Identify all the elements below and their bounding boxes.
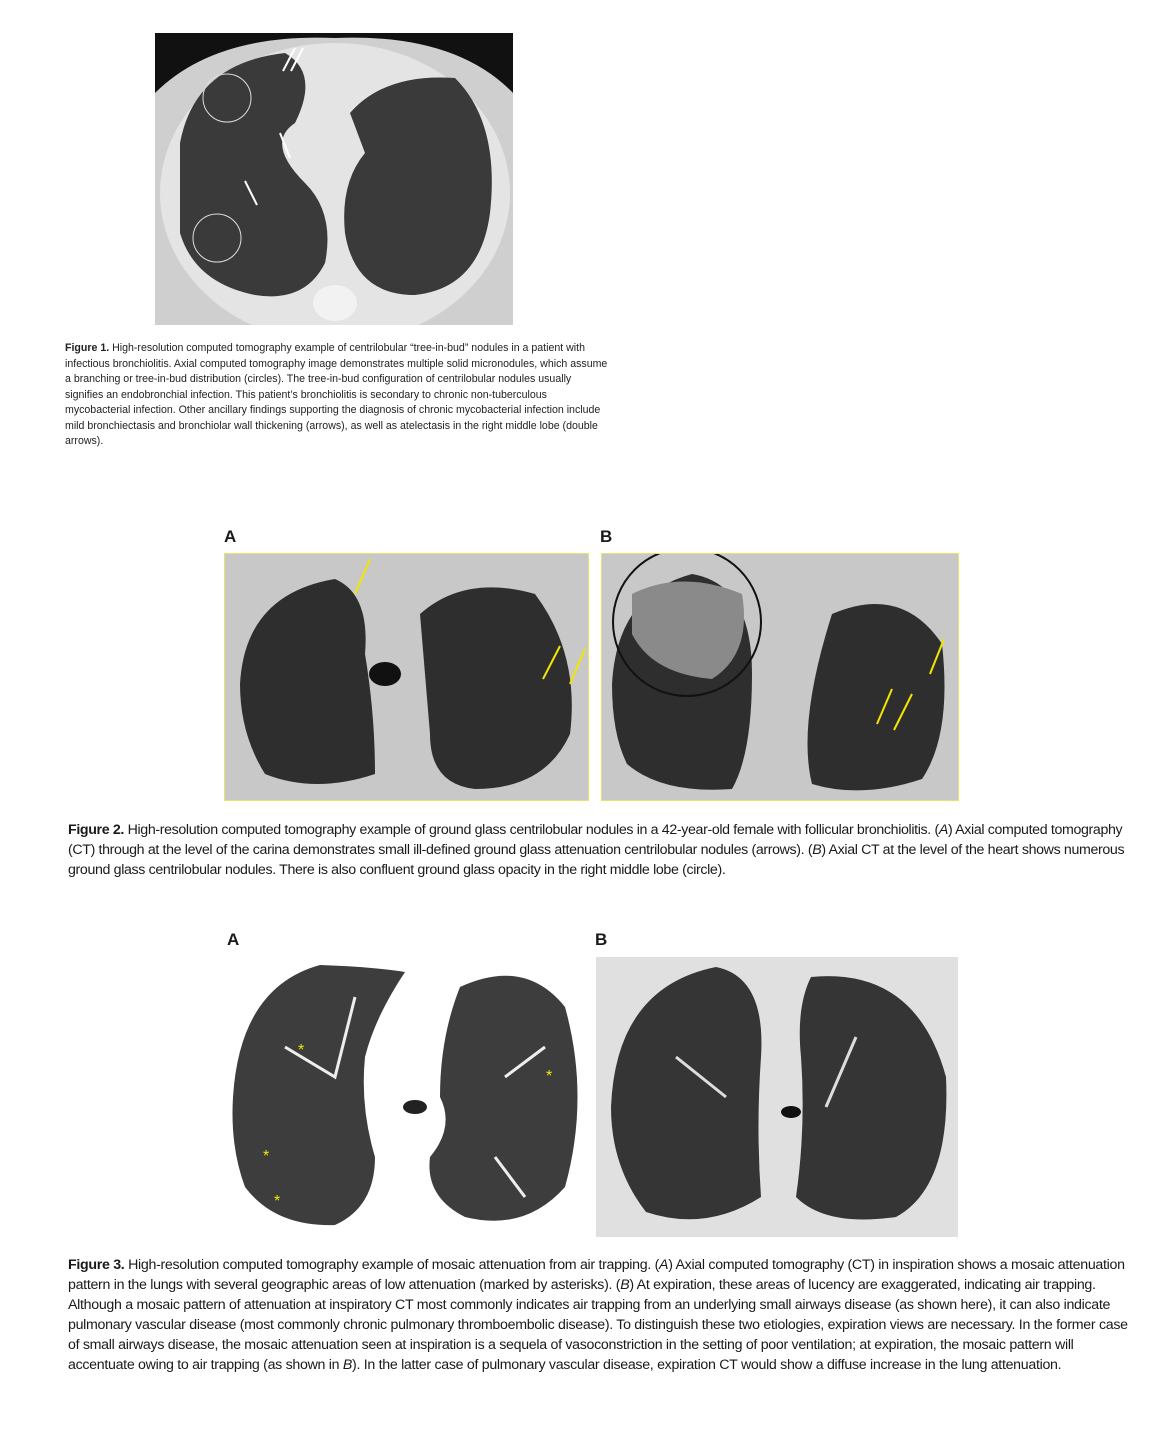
- figure1-caption-text: High-resolution computed tomography example of centrilobular “tree-in-bud” nodules in a patient with infectious bronchiolitis. Axial computed tomography image demonstrates multiple solid micronodules, which assume a branching or tree-in-bud distribution (circles). The tree-in-bud configuration of centrilobular nodules usually signifies an endobronchial infection. This patient’s bronchiolitis is secondary to chronic non-tuberculous mycobacterial infection. Other ancillary findings supporting the diagnosis of chronic mycobacterial infection include mild bronchiectasis and bronchiolar wall thickening (arrows), as well as atelectasis in the right middle lobe (double arrows).: [65, 342, 608, 447]
- figure1-ct-drawing: [155, 33, 513, 325]
- caption-text: ) Axial CT at the level of the heart shows numerous ground glass centrilobular nodules. There is also confluent ground glass opacity in the right middle lobe (circle).: [68, 842, 1125, 878]
- figure1-ct-image: [155, 33, 513, 325]
- caption-text: ) Axial computed tomography (CT) through at the level of the carina demonstrates small ill-defined ground glass attenuation centrilobular nodules (arrows). (: [68, 822, 1123, 858]
- caption-text: ) At expiration, these areas of lucency are exaggerated, indicating air trapping. Although a mosaic pattern of attenuation at inspiratory CT most commonly indicates air trapping from an underlying small airways disease (as shown here), it can also indicate pulmonary vascular disease (most commonly chronic pulmonary thromboembolic disease). To distinguish these two etiologies, expiration views are necessary. In the former case of small airways disease, the mosaic attenuation seen at inspiration is a sequela of vasoconstriction in the setting of poor ventilation; at expiration, the mosaic pattern will accentuate owing to air trapping (as shown in: [68, 1277, 1128, 1373]
- figure1-caption: [65, 341, 610, 450]
- panel-ref: B: [812, 842, 822, 858]
- figure2b-ct-drawing: [602, 554, 958, 800]
- figure2-panel-b-label: B: [600, 527, 613, 546]
- caption-text: High-resolution computed tomography example of mosaic attenuation from air trapping. (: [128, 1257, 660, 1273]
- figure3-panel-a-label: A: [227, 930, 240, 949]
- caption-text: ) Axial computed tomography (CT) in inspiration shows a mosaic attenuation pattern in the lungs with several geographic areas of low attenuation (marked by asterisks). (: [68, 1257, 1125, 1293]
- figure3b-ct-image: [596, 957, 958, 1237]
- caption-text: ). In the latter case of pulmonary vascular disease, expiration CT would show a diffuse increase in the lung attenuation.: [352, 1357, 1062, 1373]
- figure3-caption: [68, 1255, 1128, 1375]
- figure2b-ct-image: [601, 553, 959, 801]
- figure2-caption: [68, 820, 1128, 880]
- caption-text: High-resolution computed tomography example of ground glass centrilobular nodules in a 42-year-old female with follicular bronchiolitis. (: [127, 822, 939, 838]
- panel-ref: B: [620, 1277, 630, 1293]
- figure2a-ct-image: [224, 553, 589, 801]
- asterisk-marker: *: [274, 1193, 281, 1210]
- figure2-panel-a-label: A: [224, 527, 237, 546]
- asterisk-marker: *: [546, 1068, 553, 1085]
- asterisk-marker: *: [263, 1148, 270, 1165]
- asterisk-marker: *: [298, 1042, 305, 1059]
- figure2-caption-label: Figure 2.: [68, 822, 124, 838]
- panel-ref: A: [938, 822, 948, 838]
- panel-ref: A: [659, 1257, 669, 1273]
- figure1-caption-label: Figure 1.: [65, 342, 110, 354]
- figure3-caption-label: Figure 3.: [68, 1257, 125, 1273]
- figure3a-ct-image: [225, 957, 585, 1237]
- panel-ref: B: [342, 1357, 353, 1373]
- figure3-panel-b-label: B: [595, 930, 608, 949]
- figure2a-ct-drawing: [225, 554, 588, 800]
- figure3b-ct-drawing: [596, 957, 958, 1237]
